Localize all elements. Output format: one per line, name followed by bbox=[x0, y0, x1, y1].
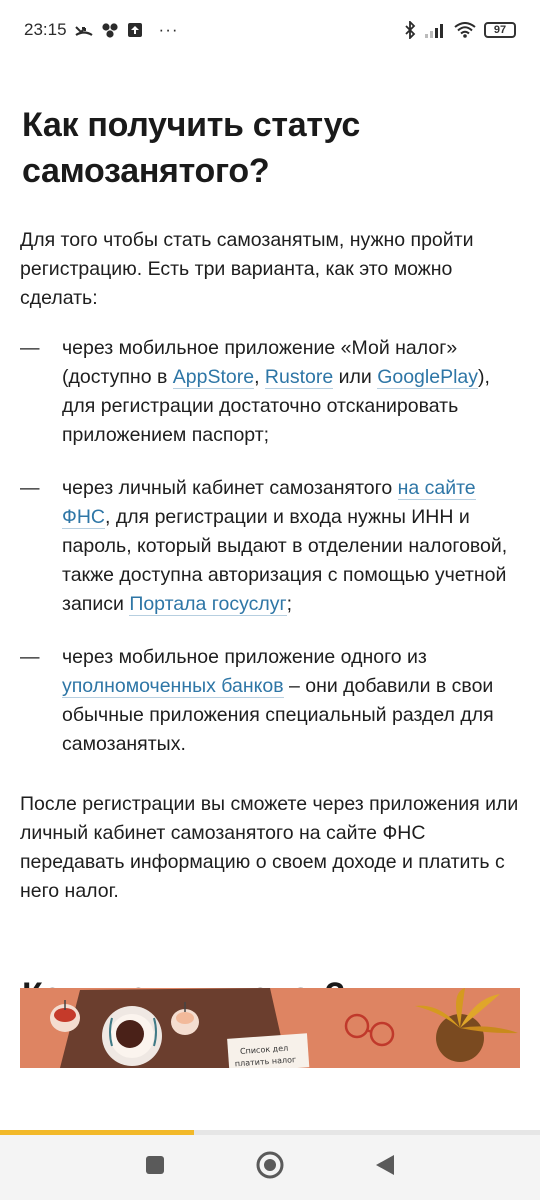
note-text: Список дел bbox=[239, 1043, 289, 1056]
intro-paragraph: Для того чтобы стать самозанятым, нужно пройти регистрацию. Есть три варианта, как это можно сделать: bbox=[20, 229, 474, 309]
fns-site-link[interactable]: на сайте ФНС bbox=[62, 477, 476, 528]
list-item bbox=[0, 474, 540, 619]
list-text: через мобильное приложение одного из bbox=[62, 646, 427, 668]
status-bar bbox=[0, 0, 540, 60]
list-text: через личный кабинет самозанятого bbox=[62, 477, 398, 499]
list-text: , для регистрации и входа нужны ИНН и пароль, который выдают в отделении налоговой, также доступна авторизация с помощью учетной записи bbox=[62, 506, 508, 615]
registration-options-list bbox=[0, 334, 540, 783]
recent-apps-button[interactable] bbox=[144, 1154, 166, 1181]
square-icon bbox=[144, 1154, 166, 1176]
clock: 23:15 bbox=[24, 20, 67, 39]
googleplay-link[interactable]: GooglePlay bbox=[377, 366, 479, 388]
list-text: или bbox=[333, 366, 378, 388]
missed-call-icon bbox=[75, 23, 93, 37]
list-dash: — bbox=[20, 337, 40, 359]
rustore-link[interactable]: Rustore bbox=[264, 366, 334, 388]
list-text: ; bbox=[286, 593, 293, 615]
upload-icon bbox=[127, 22, 143, 38]
signal-icon bbox=[424, 22, 446, 38]
app-notification-icon bbox=[101, 22, 119, 38]
more-notifications: ··· bbox=[158, 20, 179, 39]
bluetooth-icon bbox=[404, 21, 416, 39]
outro-paragraph: После регистрации вы сможете через приложения или личный кабинет самозанятого на сайте ФНС передавать информацию о своем доходе и платить с него налог. bbox=[20, 793, 519, 902]
appstore-link[interactable]: AppStore bbox=[172, 366, 255, 388]
section-heading-get-status: Как получить статус самозанятого? bbox=[22, 106, 360, 190]
gosuslugi-link[interactable]: Портала госуслуг bbox=[129, 593, 287, 615]
list-dash: — bbox=[20, 646, 40, 668]
back-button[interactable] bbox=[374, 1153, 396, 1182]
illustration-image bbox=[20, 988, 520, 1068]
list-text: – они добавили в свои обычные приложения специальный раздел для самозанятых. bbox=[62, 675, 494, 755]
home-button[interactable] bbox=[255, 1150, 285, 1185]
tax-illustration bbox=[20, 988, 520, 1068]
svg-text:платить налог: платить налог bbox=[234, 1055, 297, 1068]
list-text: ), для регистрации достаточно отсканировать приложением паспорт; bbox=[62, 366, 490, 446]
circle-icon bbox=[255, 1150, 285, 1180]
status-bar-right bbox=[404, 21, 516, 39]
status-bar-left bbox=[24, 20, 179, 40]
back-triangle-icon bbox=[374, 1153, 396, 1177]
list-text: через мобильное приложение «Мой налог» (доступно в bbox=[62, 337, 458, 388]
list-item bbox=[0, 334, 540, 450]
wifi-icon bbox=[454, 22, 476, 38]
authorized-banks-link[interactable]: уполномоченных банков bbox=[62, 675, 284, 697]
list-item bbox=[0, 643, 540, 759]
system-nav-bar bbox=[0, 1135, 540, 1200]
list-text: , bbox=[254, 366, 265, 388]
battery-icon: 97 bbox=[484, 22, 516, 38]
list-dash: — bbox=[20, 477, 40, 499]
